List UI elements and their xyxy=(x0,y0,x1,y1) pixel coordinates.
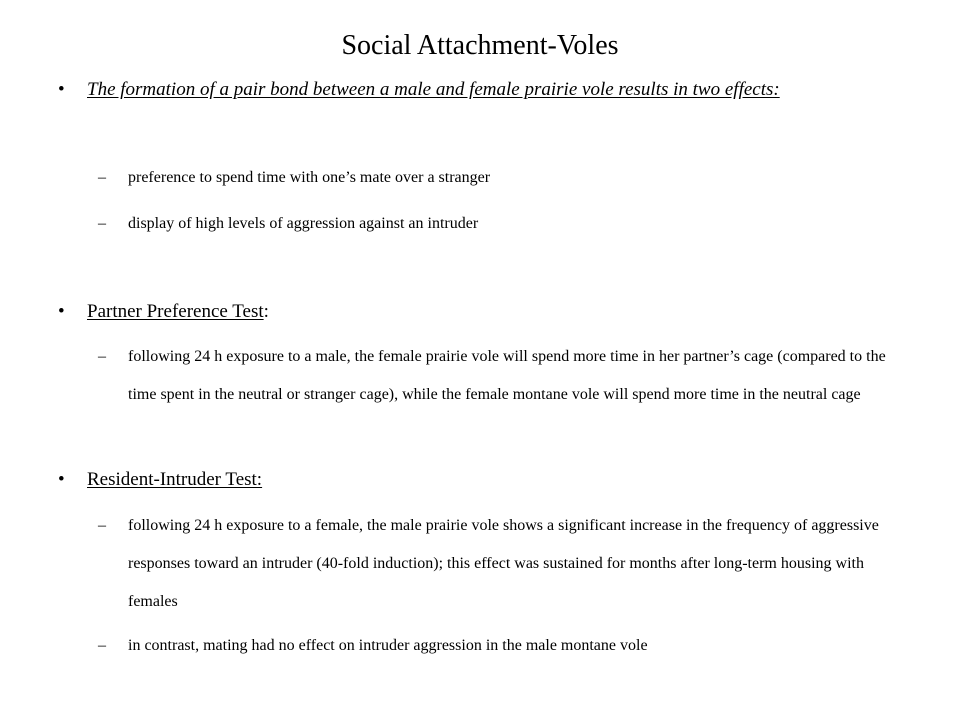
slide-title: Social Attachment-Voles xyxy=(341,30,619,61)
sub-bullet-text: in contrast, mating had no effect on intruder aggression in the male montane vole xyxy=(128,637,648,654)
bullet-heading-wrap xyxy=(87,292,888,332)
dash-marker: – xyxy=(98,637,106,654)
dash-marker: – xyxy=(98,215,106,232)
bullet-partner-preference xyxy=(58,292,888,332)
sub-bullet-text: preference to spend time with one’s mate over a stranger xyxy=(128,169,491,186)
sub-bullet-text: following 24 h exposure to a male, the female prairie vole will spend more time in her partner’s cage (compared to the time spent in the neutral or stranger cage), while the female montane vole will spend more time in the neutral cage xyxy=(128,348,886,403)
bullet-pair-bond xyxy=(58,70,888,110)
sub-bullet xyxy=(98,507,908,621)
bullet-heading-suffix: : xyxy=(263,301,269,322)
bullet-heading: Partner Preference Test xyxy=(87,301,264,322)
sub-bullet-text: following 24 h exposure to a female, the male prairie vole shows a significant increase in the frequency of aggressive responses toward an intruder (40-fold induction); this effect was sustained for months after long-term housing with females xyxy=(128,517,879,610)
dash-marker: – xyxy=(98,169,106,186)
bullet-marker: • xyxy=(58,79,65,100)
bullet-heading: Resident-Intruder Test: xyxy=(87,469,263,490)
sub-bullet-text: display of high levels of aggression against an intruder xyxy=(128,215,479,232)
sub-bullet xyxy=(98,627,908,665)
dash-marker: – xyxy=(98,517,106,534)
sub-bullet xyxy=(98,205,908,243)
dash-marker: – xyxy=(98,348,106,365)
bullet-marker: • xyxy=(58,301,65,322)
sub-bullet xyxy=(98,159,908,197)
bullet-heading: The formation of a pair bond between a male and female prairie vole results in two effects: xyxy=(87,79,780,100)
bullet-resident-intruder xyxy=(58,460,888,500)
sub-bullet xyxy=(98,338,908,414)
bullet-marker: • xyxy=(58,469,65,490)
